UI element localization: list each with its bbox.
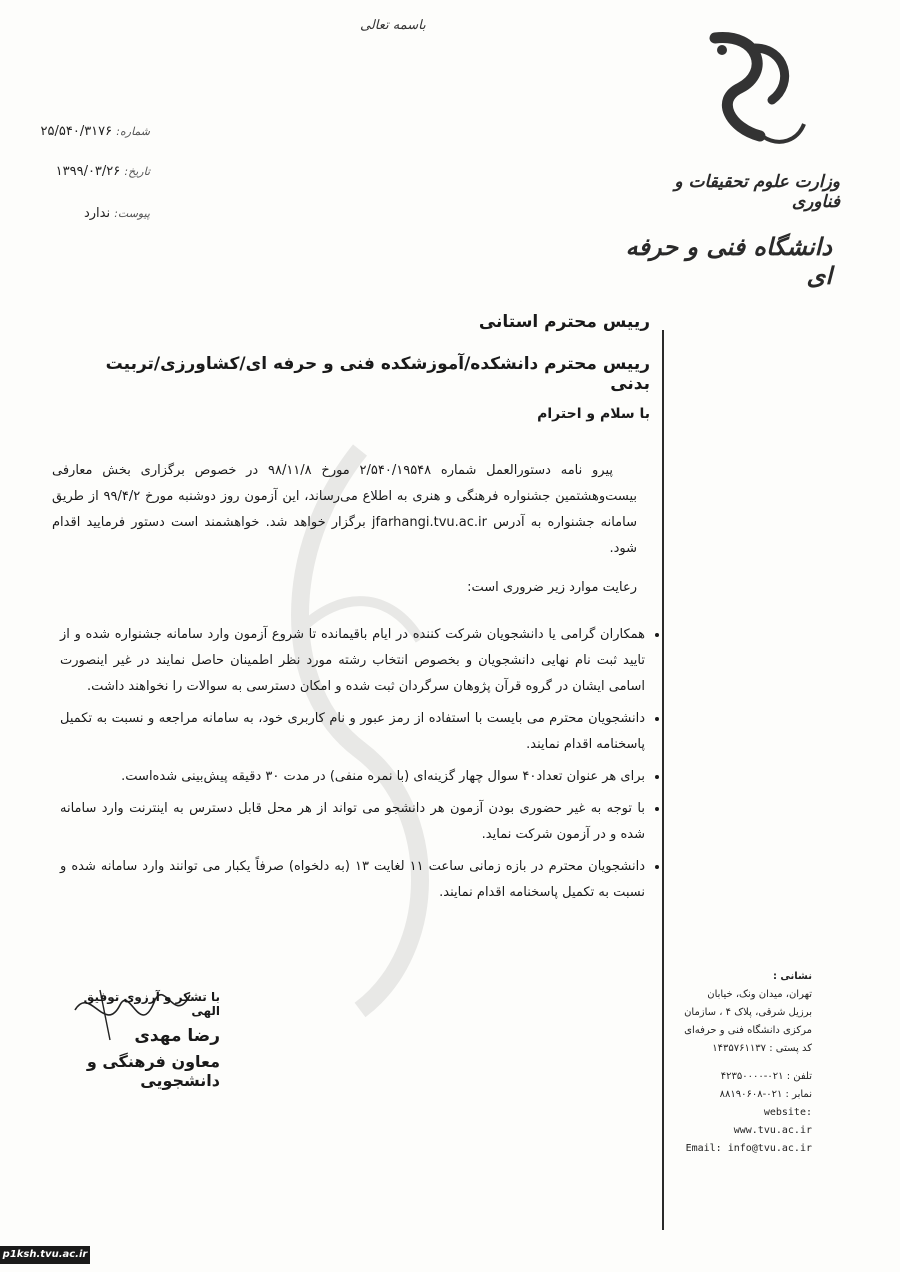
- address-block: [680, 968, 812, 1158]
- list-item: • دانشجویان محترم در بازه زمانی ساعت ۱۱ لغایت ۱۳ (به دلخواه) صرفاً یکبار می توانند وارد سامانه شده و نسبت به تکمیل پاسخنامه اقدام نمایند.: [60, 854, 645, 906]
- website-link[interactable]: website: www.tvu.ac.ir: [733, 1107, 812, 1136]
- university-logo-icon: [700, 28, 810, 158]
- fax-label: نمابر :: [785, 1089, 812, 1100]
- requirements-list: [60, 622, 667, 912]
- phone-number: ۰۲۱-۴۲۳۵۰۰۰۰: [720, 1071, 784, 1082]
- signer-role: معاون فرهنگی و دانشجویی: [86, 1052, 220, 1090]
- signer-name: رضا مهدی: [134, 1026, 220, 1046]
- letter-date: ۱۳۹۹/۰۳/۲۶: [55, 164, 121, 179]
- list-item: • همکاران گرامی یا دانشجویان شرکت کننده در ایام باقیمانده تا شروع آزمون وارد سامانه جشنواره شده و از تایید ثبت نام نهایی دانشجویان و بخصوص انتخاب رشته مورد نظر اطمینان حاصل نمایند در غیر اینصورت اسامی ایشان در گروه قرآن پژوهان سرگردان ثبت شده و امکان دسترسی به سوالات را نخواهند داشت.: [60, 622, 645, 700]
- postal-code-label: کد پستی :: [769, 1043, 812, 1054]
- fax-row: [680, 1086, 812, 1104]
- list-item: • برای هر عنوان تعداد۴۰ سوال چهار گزینه‌ای (با نمره منفی) در مدت ۳۰ دقیقه پیش‌بینی شده‌است.: [60, 764, 645, 790]
- recipient-1: رییس محترم استانی: [478, 312, 650, 332]
- address-line-1: تهران، میدان ونک، خیابان: [707, 989, 812, 1000]
- recipient-2: رییس محترم دانشکده/آموزشکده فنی و حرفه ای/کشاورزی/تربیت بدنی: [105, 354, 650, 394]
- address-line-2: برزیل شرقی، پلاک ۴ ، سازمان: [684, 1007, 812, 1018]
- letter-number-label: شماره:: [116, 125, 150, 138]
- fax-number: ۰۲۱-۸۸۱۹۰۶۰۸: [719, 1089, 783, 1100]
- ministry-name: وزارت علوم تحقیقات و فناوری: [674, 172, 840, 212]
- postal-code-row: [680, 1040, 812, 1058]
- letter-number-row: [10, 124, 150, 139]
- site-watermark: p1ksh.tvu.ac.ir: [0, 1246, 90, 1264]
- address-line-3: مرکزی دانشگاه فنی و حرفه‌ای: [684, 1025, 812, 1036]
- requirements-note: رعایت موارد زیر ضروری است:: [467, 580, 637, 595]
- letter-number: ۲۵/۵۴۰/۳۱۷۶: [40, 124, 113, 139]
- signature-block: [60, 990, 220, 1090]
- phone-row: [680, 1068, 812, 1086]
- body-paragraph: پیرو نامه دستورالعمل شماره ۲/۵۴۰/۱۹۵۴۸ مورخ ۹۸/۱۱/۸ در خصوص برگزاری بخش معارفی بیست‌وهشتمین جشنواره فرهنگی و هنری به اطلاع می‌رساند، این آزمون روز دوشنبه مورخ ۹۹/۴/۲ از طریق سامانه جشنواره به آدرس jfarhangi.tvu.ac.ir برگزار خواهد شد. خواهشمند است دستور فرمایید اقدام شود.: [52, 463, 638, 556]
- greeting: با سلام و احترام: [537, 406, 650, 422]
- attachment-row: [10, 206, 150, 221]
- letter-date-row: [10, 164, 150, 179]
- letter-date-label: تاریخ:: [124, 165, 150, 178]
- attachment-label: پیوست:: [114, 207, 150, 220]
- list-item: • دانشجویان محترم می بایست با استفاده از رمز عبور و نام کاربری خود، به سامانه مراجعه و نسبت به تکمیل پاسخنامه اقدام نمایند.: [60, 706, 645, 758]
- address-heading: نشانی :: [772, 971, 812, 982]
- signature-closing: با تشکر و آرزوی توفیق الهی: [83, 990, 220, 1018]
- list-item: • با توجه به غیر حضوری بودن آزمون هر دانشجو می تواند از هر محل قابل دسترس به اینترنت وارد سامانه شده و در آزمون شرکت نماید.: [60, 796, 645, 848]
- postal-code: ۱۴۳۵۷۶۱۱۳۷: [712, 1043, 767, 1054]
- basmala: باسمه تعالی: [360, 18, 426, 33]
- phone-label: تلفن :: [786, 1071, 812, 1082]
- email-link[interactable]: Email: info@tvu.ac.ir: [685, 1143, 812, 1154]
- university-name: دانشگاه فنی و حرفه ای: [625, 232, 832, 290]
- attachment-value: ندارد: [83, 206, 111, 221]
